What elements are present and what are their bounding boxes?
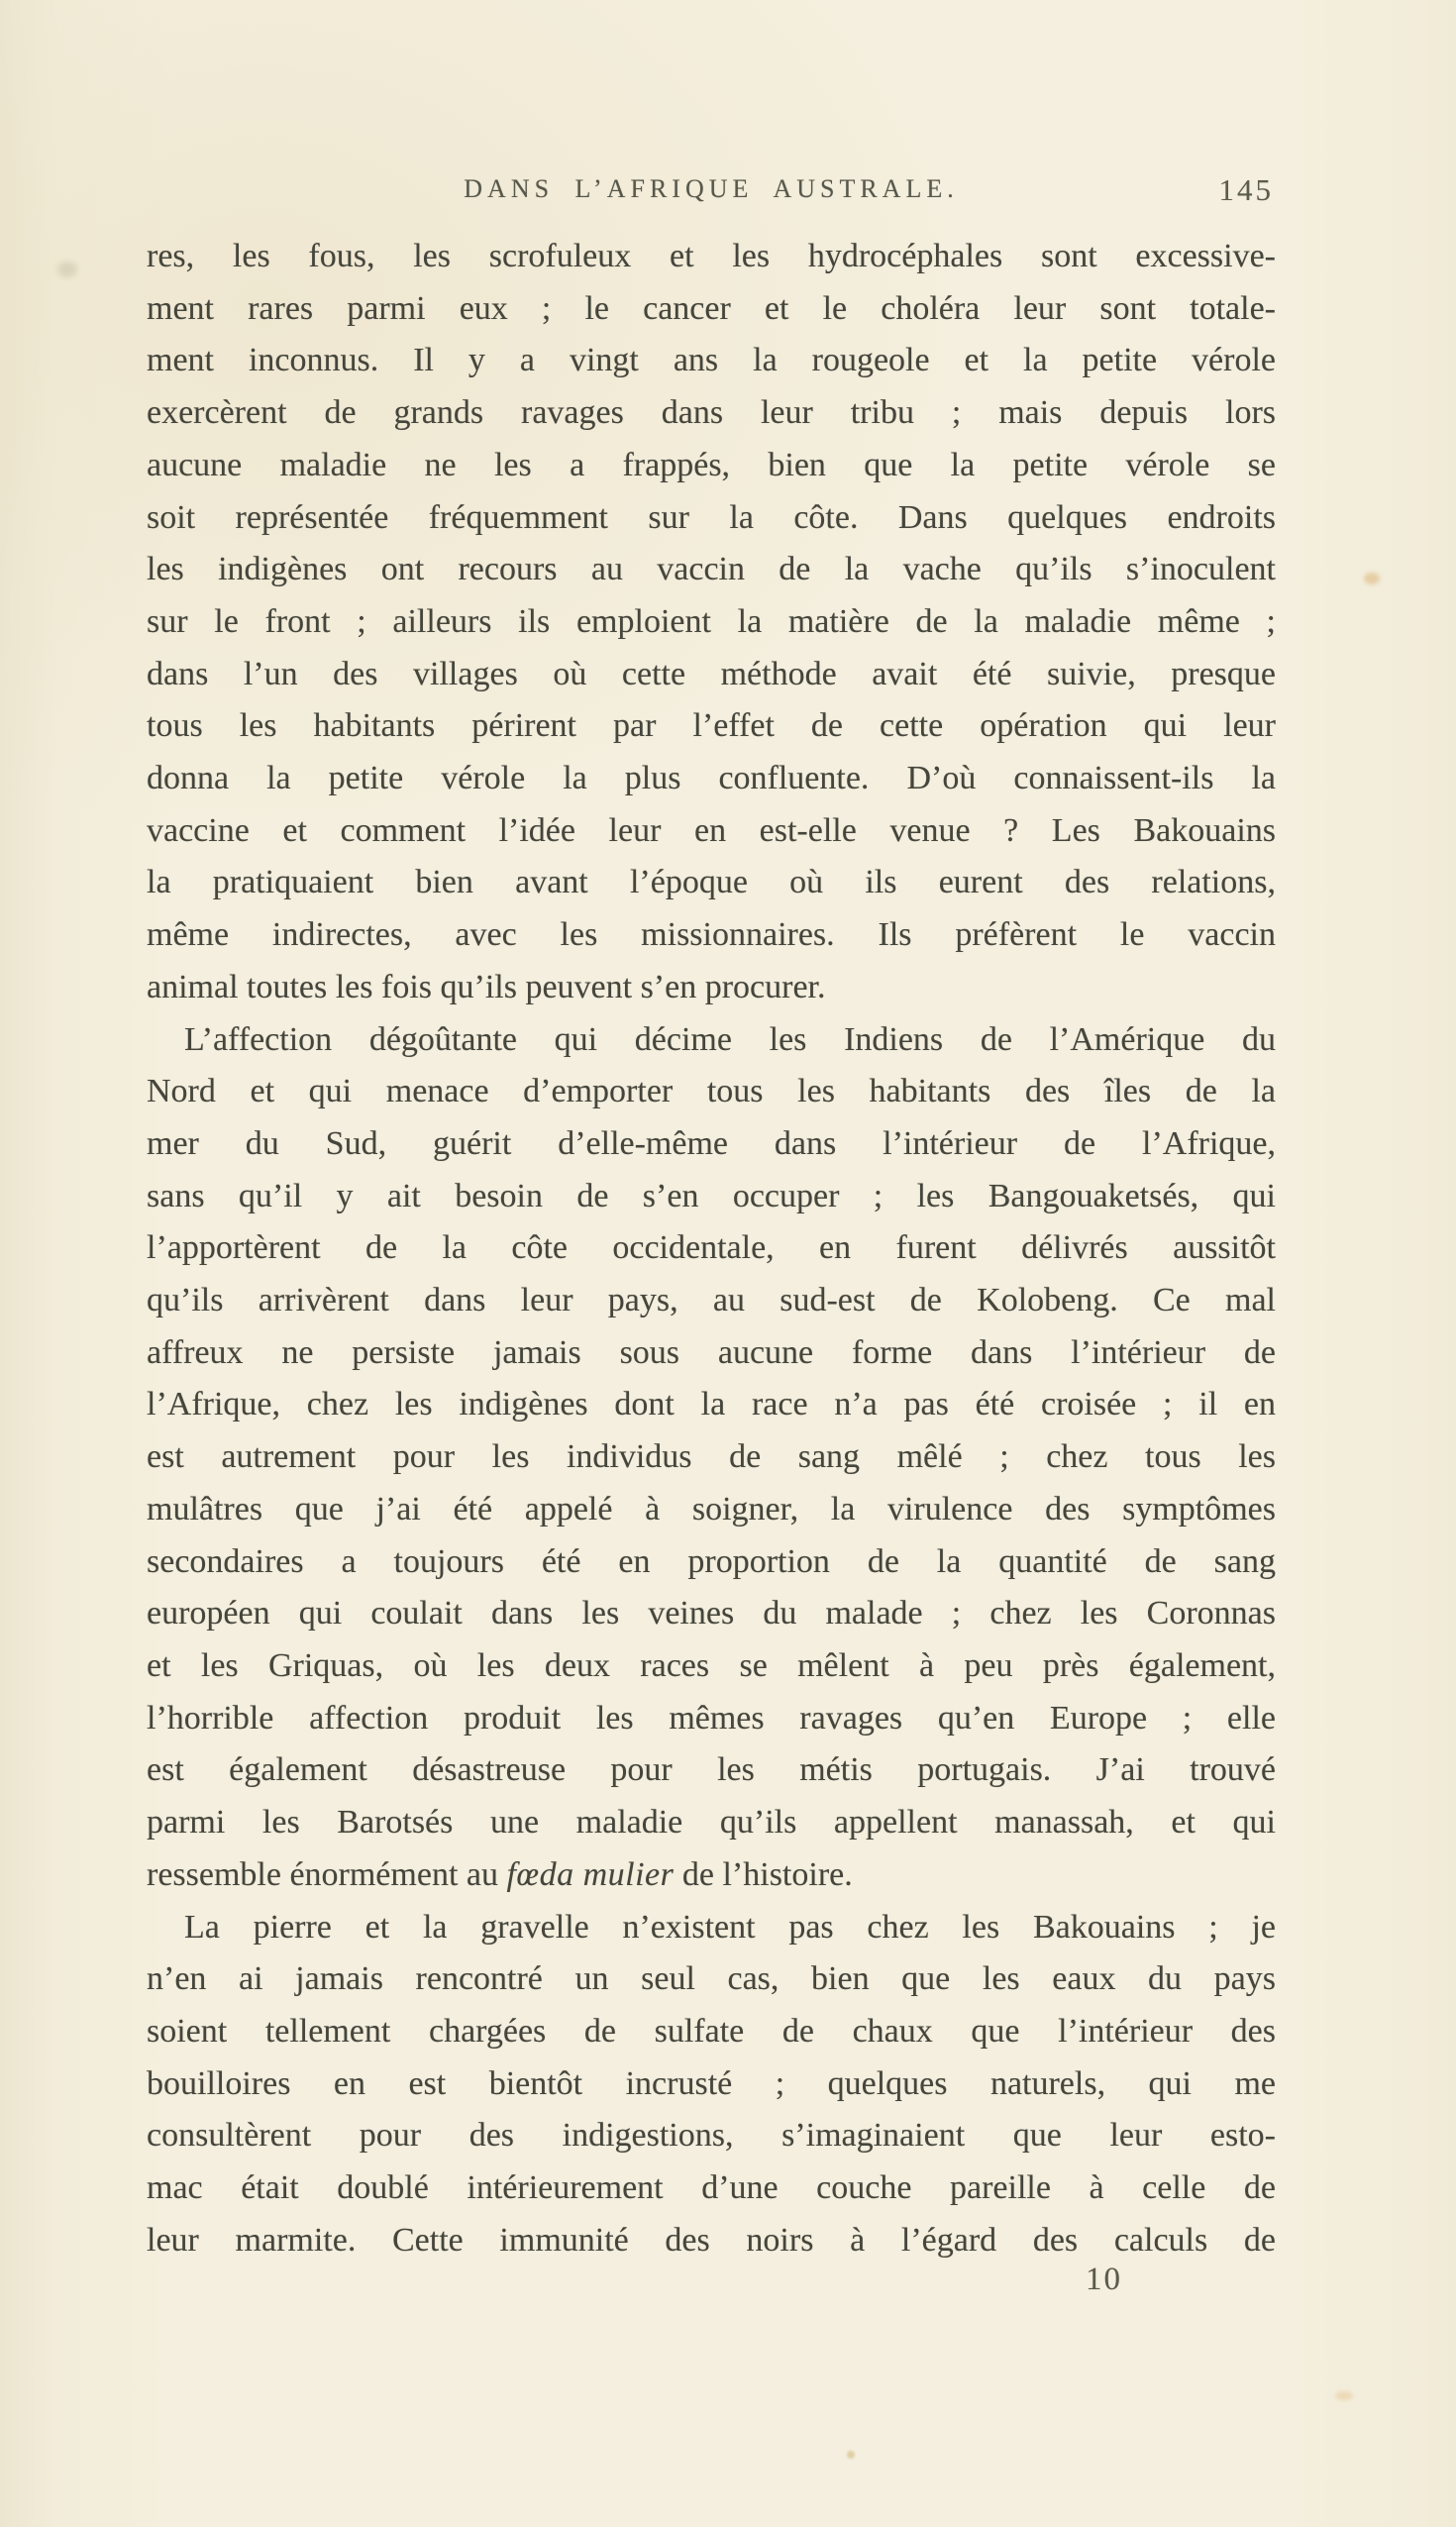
text-line: mac était doublé intérieurement d’une couche pareille à celle de <box>147 2169 1276 2207</box>
text-line: ment inconnus. Il y a vingt ans la rougeole et la petite vérole <box>147 342 1276 379</box>
text-line: la pratiquaient bien avant l’époque où ils eurent des relations, <box>147 864 1276 901</box>
text-line: est également désastreuse pour les métis portugais. J’ai trouvé <box>147 1751 1276 1789</box>
text-line: sans qu’il y ait besoin de s’en occuper ; les Bangouaketsés, qui <box>147 1177 1276 1214</box>
paragraph <box>147 1902 1276 2267</box>
text-line: affreux ne persiste jamais sous aucune forme dans l’intérieur de <box>147 1333 1276 1371</box>
text-line: L’affection dégoûtante qui décime les Indiens de l’Amérique du <box>184 1020 1276 1058</box>
paper-speck <box>57 262 77 277</box>
page-number: 145 <box>1218 172 1274 207</box>
text-line: même indirectes, avec les missionnaires. Ils préfèrent le vaccin <box>147 916 1276 954</box>
text-line: les indigènes ont recours au vaccin de la vache qu’ils s’inoculent <box>147 551 1276 588</box>
text-line: l’horrible affection produit les mêmes ravages qu’en Europe ; elle <box>147 1699 1276 1737</box>
text-line: européen qui coulait dans les veines du malade ; chez les Coronnas <box>147 1595 1276 1632</box>
text-line: mer du Sud, guérit d’elle-même dans l’intérieur de l’Afrique, <box>147 1124 1276 1162</box>
text-line: qu’ils arrivèrent dans leur pays, au sud-est de Kolobeng. Ce mal <box>147 1282 1276 1319</box>
paper-speck <box>1364 573 1380 584</box>
text-line: sur le front ; ailleurs ils emploient la matière de la maladie même ; <box>147 602 1276 640</box>
text-line: l’apportèrent de la côte occidentale, en furent délivrés aussitôt <box>147 1229 1276 1267</box>
text-line: mulâtres que j’ai été appelé à soigner, la virulence des symptômes <box>147 1490 1276 1527</box>
text-line: Nord et qui menace d’emporter tous les habitants des îles de la <box>147 1073 1276 1110</box>
running-head <box>147 174 1276 214</box>
text-line: animal toutes les fois qu’ils peuvent s’en procurer. <box>147 968 826 1005</box>
text-line: et les Griquas, où les deux races se mêlent à peu près également, <box>147 1646 1276 1684</box>
signature-mark: 10 <box>1086 2262 1122 2297</box>
text-line: dans l’un des villages où cette méthode avait été suivie, presque <box>147 655 1276 692</box>
text-line: n’en ai jamais rencontré un seul cas, bien que les eaux du pays <box>147 1960 1276 1998</box>
text-line: aucune maladie ne les a frappés, bien que la petite vérole se <box>147 446 1276 483</box>
text-line: donna la petite vérole la plus confluente. D’où connaissent-ils la <box>147 760 1276 797</box>
text-line: tous les habitants périrent par l’effet de cette opération qui leur <box>147 707 1276 745</box>
text-line: l’Afrique, chez les indigènes dont la race n’a pas été croisée ; il en <box>147 1386 1276 1423</box>
running-title: DANS L’AFRIQUE AUSTRALE. <box>464 174 959 203</box>
text-block <box>147 231 1276 2266</box>
text-line: bouilloires en est bientôt incrusté ; quelques naturels, qui me <box>147 2064 1276 2102</box>
text-line: est autrement pour les individus de sang mêlé ; chez tous les <box>147 1438 1276 1476</box>
text-line: vaccine et comment l’idée leur en est-elle venue ? Les Bakouains <box>147 811 1276 849</box>
text-line: parmi les Barotsés une maladie qu’ils appellent manassah, et qui <box>147 1804 1276 1842</box>
text-line: leur marmite. Cette immunité des noirs à l’égard des calculs de <box>147 2221 1276 2259</box>
text-line: soit représentée fréquemment sur la côte. Dans quelques endroits <box>147 498 1276 536</box>
text-line: soient tellement chargées de sulfate de chaux que l’intérieur des <box>147 2012 1276 2050</box>
text-line: secondaires a toujours été en proportion de la quantité de sang <box>147 1542 1276 1580</box>
text-line: La pierre et la gravelle n’existent pas chez les Bakouains ; je <box>184 1908 1276 1946</box>
text-line: consultèrent pour des indigestions, s’imaginaient que leur esto- <box>147 2117 1276 2155</box>
text-line: exercèrent de grands ravages dans leur tribu ; mais depuis lors <box>147 394 1276 432</box>
text-line: res, les fous, les scrofuleux et les hydrocéphales sont excessive- <box>147 238 1276 274</box>
text-line: ressemble énormément au fœda mulier de l’histoire. <box>147 1855 853 1893</box>
paragraph <box>147 231 1276 1014</box>
paper-speck <box>847 2451 855 2459</box>
paragraph <box>147 1014 1276 1902</box>
text-line: ment rares parmi eux ; le cancer et le choléra leur sont totale- <box>147 289 1276 327</box>
paper-speck <box>1335 2391 1353 2400</box>
